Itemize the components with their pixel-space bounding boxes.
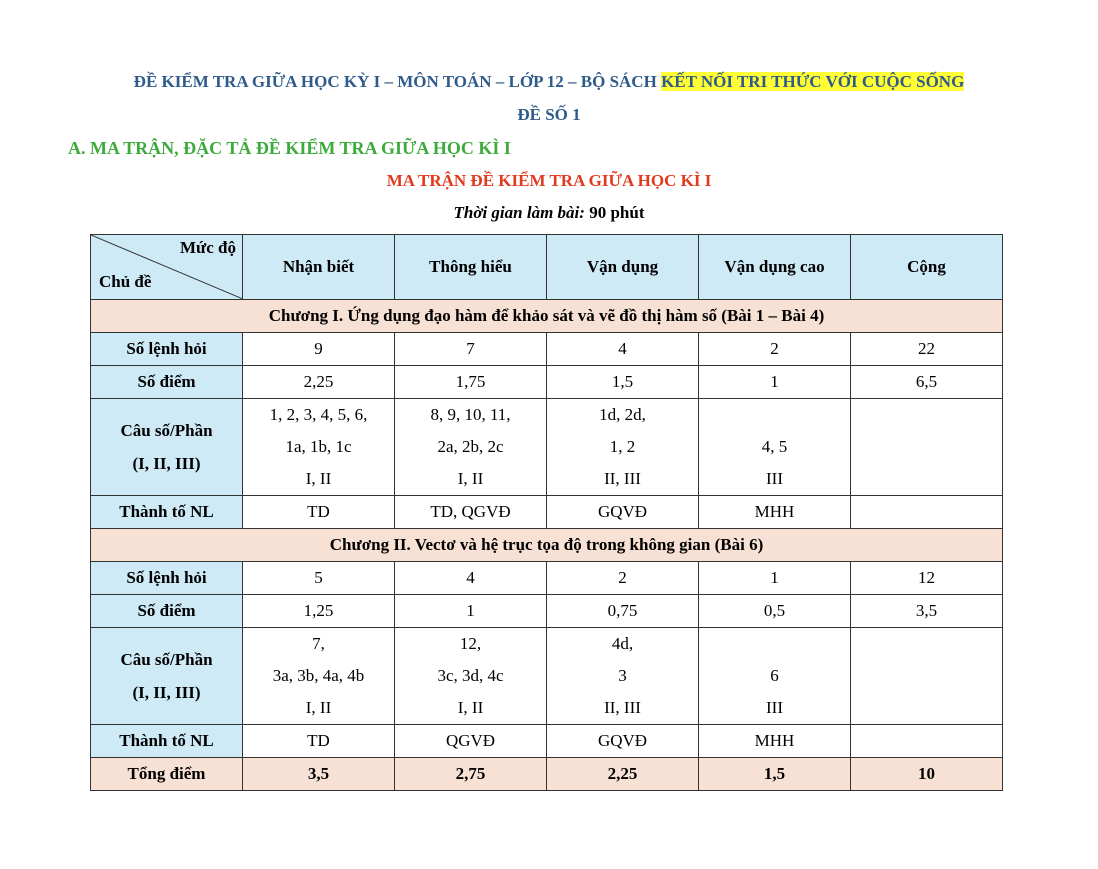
- cell-line: 1d, 2d,: [599, 405, 646, 424]
- time-value: 90 phút: [584, 203, 645, 222]
- table-cell: 6,5: [851, 366, 1003, 399]
- table-cell: [395, 399, 547, 496]
- table-cell: 2: [547, 562, 699, 595]
- matrix-table: [90, 234, 1003, 791]
- table-cell: TD: [243, 725, 395, 758]
- table-cell: 4: [547, 333, 699, 366]
- table-cell: 1: [395, 595, 547, 628]
- table-cell: QGVĐ: [395, 725, 547, 758]
- table-cell: 9: [243, 333, 395, 366]
- chapter-title: Chương I. Ứng dụng đạo hàm để khảo sát và vẽ đồ thị hàm số (Bài 1 – Bài 4): [91, 300, 1003, 333]
- row-label: [91, 399, 243, 496]
- col-header-nhan-biet: Nhận biết: [243, 235, 395, 300]
- table-cell: [699, 628, 851, 725]
- row-label: Thành tố NL: [91, 725, 243, 758]
- row-label: [91, 628, 243, 725]
- table-cell: 1: [699, 366, 851, 399]
- table-cell: [243, 628, 395, 725]
- document-title: [0, 72, 1098, 92]
- row-label: Số điểm: [91, 595, 243, 628]
- section-a-heading: A. MA TRẬN, ĐẶC TẢ ĐỀ KIỂM TRA GIỮA HỌC KÌ I: [68, 138, 511, 158]
- table-cell: 5: [243, 562, 395, 595]
- cell-line: 12,: [459, 634, 482, 653]
- table-cell: 2,25: [243, 366, 395, 399]
- table-row: [91, 562, 1003, 595]
- corner-top-label: Mức độ: [180, 238, 236, 257]
- table-cell: 3,5: [851, 595, 1003, 628]
- table-row: [91, 595, 1003, 628]
- table-cell: [851, 399, 1003, 496]
- row-label: Thành tố NL: [91, 496, 243, 529]
- table-row: [91, 333, 1003, 366]
- title-highlight: KẾT NỐI TRI THỨC VỚI CUỘC SỐNG: [661, 72, 965, 91]
- table-cell: [851, 496, 1003, 529]
- table-cell: 1,75: [395, 366, 547, 399]
- cell-line: I, II: [305, 469, 332, 488]
- time-line: [0, 203, 1098, 223]
- cell-line: [699, 399, 850, 431]
- table-cell: MHH: [699, 496, 851, 529]
- total-row: [91, 758, 1003, 791]
- cell-line: [699, 628, 850, 660]
- table-cell: MHH: [699, 725, 851, 758]
- table-row: [91, 725, 1003, 758]
- cell-line: 1, 2: [609, 437, 636, 456]
- matrix-title: MA TRẬN ĐỀ KIỂM TRA GIỮA HỌC KÌ I: [386, 171, 712, 190]
- cell-line: II, III: [604, 698, 641, 717]
- cell-line: I, II: [457, 698, 484, 717]
- corner-cell: [91, 235, 243, 300]
- table-cell: 1,25: [243, 595, 395, 628]
- chapter-row: [91, 300, 1003, 333]
- table-cell: 0,5: [699, 595, 851, 628]
- row-label-line: (I, II, III): [132, 454, 201, 473]
- table-cell: 2,75: [395, 758, 547, 791]
- cell-line: 4, 5: [761, 437, 788, 456]
- chapter-title: Chương II. Vectơ và hệ trục tọa độ trong không gian (Bài 6): [91, 529, 1003, 562]
- col-header-cong: Cộng: [851, 235, 1003, 300]
- row-label: Tổng điểm: [91, 758, 243, 791]
- cell-line: 3c, 3d, 4c: [437, 666, 504, 685]
- cell-line: 4d,: [611, 634, 634, 653]
- row-label: Số lệnh hỏi: [91, 562, 243, 595]
- chapter-row: [91, 529, 1003, 562]
- row-label-line: Câu số/Phần: [120, 650, 213, 669]
- cell-line: 7,: [312, 634, 325, 653]
- cell-line: 3a, 3b, 4a, 4b: [272, 666, 365, 685]
- table-row: [91, 496, 1003, 529]
- col-header-van-dung-cao: Vận dụng cao: [699, 235, 851, 300]
- row-label: Số lệnh hỏi: [91, 333, 243, 366]
- cell-line: III: [766, 469, 783, 488]
- col-header-van-dung: Vận dụng: [547, 235, 699, 300]
- row-label: Số điểm: [91, 366, 243, 399]
- cell-line: 3: [618, 666, 627, 685]
- table-cell: 2,25: [547, 758, 699, 791]
- table-cell: [395, 628, 547, 725]
- table-cell: TD: [243, 496, 395, 529]
- cell-line: 8, 9, 10, 11,: [430, 405, 511, 424]
- table-cell: 0,75: [547, 595, 699, 628]
- corner-bottom-label: Chủ đề: [99, 272, 152, 291]
- table-cell: 1,5: [699, 758, 851, 791]
- table-cell: 1: [699, 562, 851, 595]
- table-cell: [547, 628, 699, 725]
- title-main: ĐỀ KIỂM TRA GIỮA HỌC KỲ I – MÔN TOÁN – LỚP 12 – BỘ SÁCH: [133, 72, 662, 91]
- cell-line: 1, 2, 3, 4, 5, 6,: [269, 405, 368, 424]
- exam-number: ĐỀ SỐ 1: [517, 105, 581, 124]
- table-cell: 22: [851, 333, 1003, 366]
- cell-line: I, II: [457, 469, 484, 488]
- table-cell: 1,5: [547, 366, 699, 399]
- table-cell: 7: [395, 333, 547, 366]
- table-cell: [851, 628, 1003, 725]
- table-row: [91, 628, 1003, 725]
- table-cell: [699, 399, 851, 496]
- table-cell: [547, 399, 699, 496]
- cell-line: 1a, 1b, 1c: [285, 437, 352, 456]
- time-label: Thời gian làm bài:: [453, 203, 585, 222]
- row-label-line: Câu số/Phần: [120, 421, 213, 440]
- cell-line: I, II: [305, 698, 332, 717]
- cell-line: 2a, 2b, 2c: [437, 437, 504, 456]
- table-cell: 2: [699, 333, 851, 366]
- header-row: [91, 235, 1003, 300]
- row-label-line: (I, II, III): [132, 683, 201, 702]
- cell-line: III: [766, 698, 783, 717]
- table-cell: [851, 725, 1003, 758]
- table-cell: 10: [851, 758, 1003, 791]
- table-cell: [243, 399, 395, 496]
- table-cell: GQVĐ: [547, 725, 699, 758]
- table-row: [91, 399, 1003, 496]
- cell-line: II, III: [604, 469, 641, 488]
- cell-line: 6: [770, 666, 779, 685]
- table-cell: TD, QGVĐ: [395, 496, 547, 529]
- table-cell: 4: [395, 562, 547, 595]
- table-cell: GQVĐ: [547, 496, 699, 529]
- table-cell: 12: [851, 562, 1003, 595]
- table-cell: 3,5: [243, 758, 395, 791]
- table-row: [91, 366, 1003, 399]
- col-header-thong-hieu: Thông hiểu: [395, 235, 547, 300]
